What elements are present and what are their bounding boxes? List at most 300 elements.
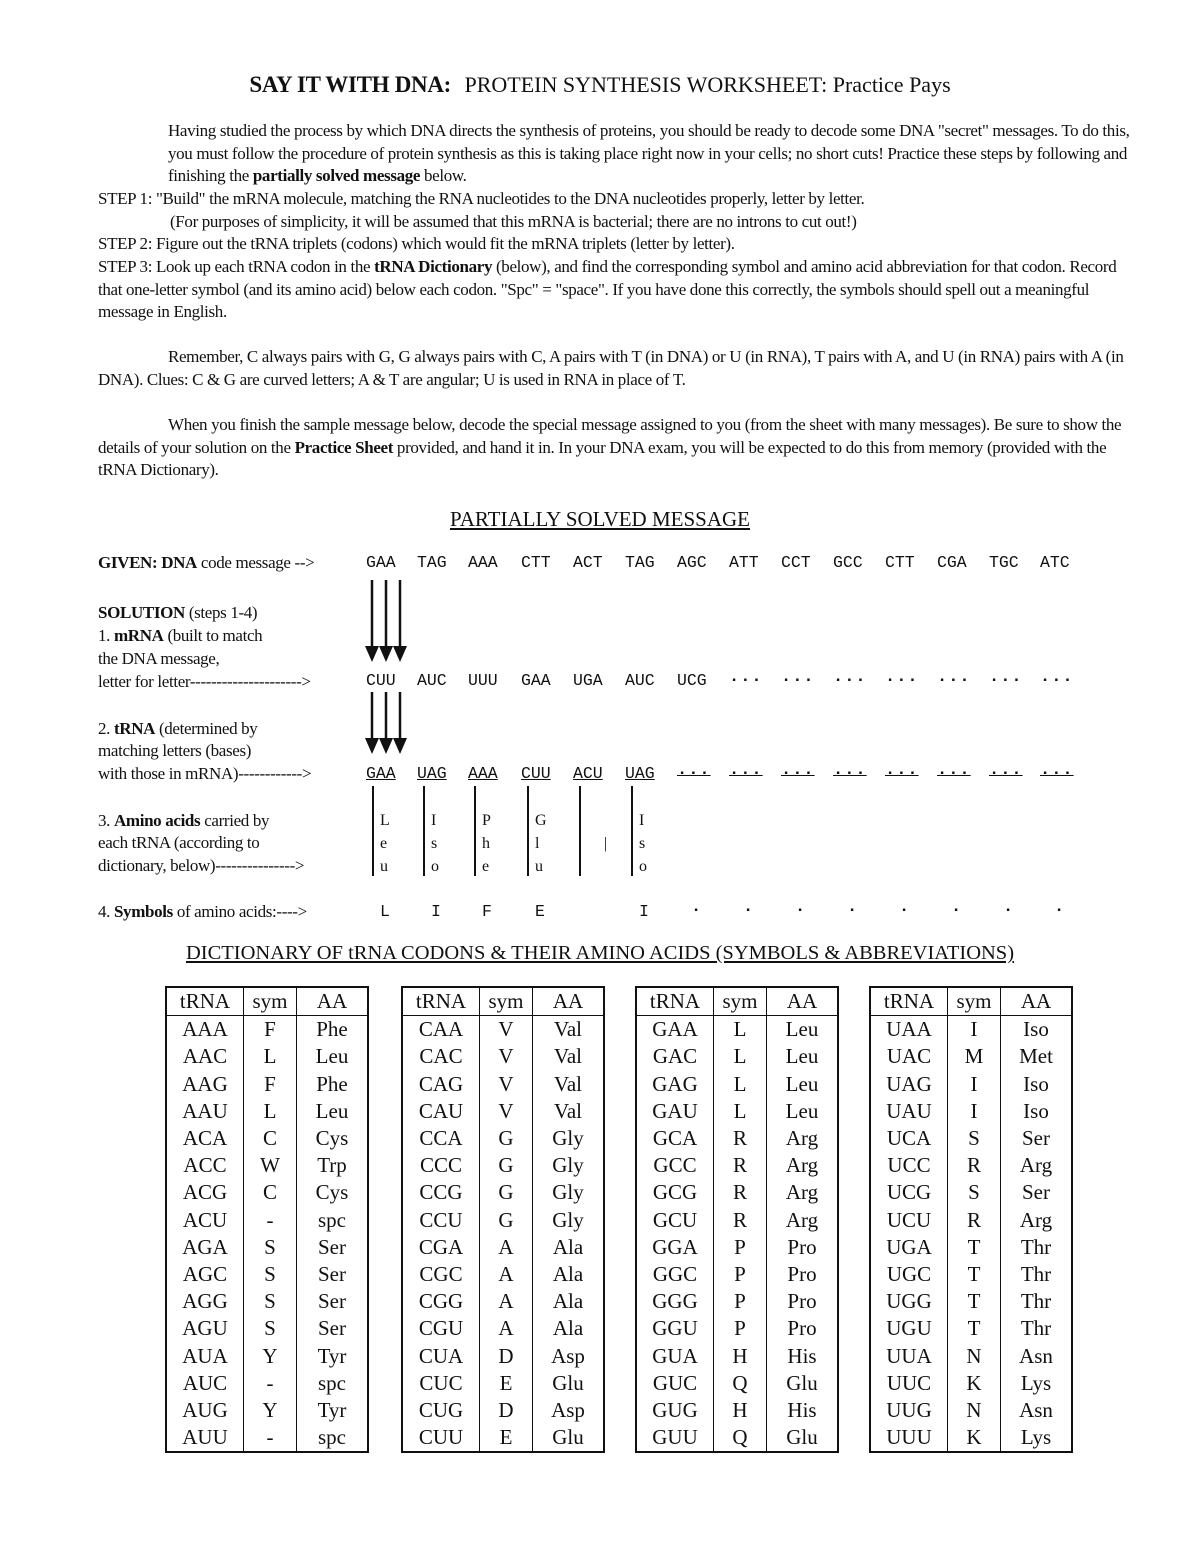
symbol-cell: T bbox=[948, 1315, 1001, 1342]
mrna-label-3: letter for letter---------------------> bbox=[98, 672, 311, 691]
amino-acid-cell: Ser bbox=[1001, 1125, 1073, 1152]
symbol-cell: S bbox=[244, 1261, 297, 1288]
symbol-cell: S bbox=[244, 1315, 297, 1342]
table-row bbox=[402, 1016, 604, 1044]
table-row bbox=[166, 1207, 368, 1234]
title-rest: PROTEIN SYNTHESIS WORKSHEET: Practice Pays bbox=[464, 72, 951, 97]
symbol-cell: T bbox=[948, 1234, 1001, 1261]
codon-cell: UAU bbox=[870, 1098, 948, 1125]
symbol-cell: S bbox=[244, 1288, 297, 1315]
amino-acid-label-3: dictionary, below)---------------> bbox=[98, 856, 305, 875]
codon-cell: CUG bbox=[402, 1397, 480, 1424]
symbol-cell: G bbox=[480, 1207, 533, 1234]
symbols-label: 4. Symbols of amino acids:----> bbox=[98, 902, 307, 921]
codon-cell: UUU bbox=[870, 1424, 948, 1452]
message-heading: PARTIALLY SOLVED MESSAGE bbox=[449, 507, 750, 531]
table-header-row bbox=[166, 987, 368, 1016]
codon-cell: UCU bbox=[870, 1207, 948, 1234]
amino-acid-letters bbox=[535, 809, 547, 878]
codon-cell: GAU bbox=[636, 1098, 714, 1125]
amino-acid-bracket bbox=[423, 786, 425, 876]
symbol-cell: R bbox=[948, 1207, 1001, 1234]
title-bold: SAY IT WITH DNA: bbox=[249, 72, 451, 97]
table-row bbox=[166, 1152, 368, 1179]
table-row bbox=[166, 1125, 368, 1152]
symbol-blank: . bbox=[691, 898, 703, 917]
amino-acid-cell: Gly bbox=[533, 1152, 605, 1179]
mrna-label: 1. mRNA (built to match bbox=[98, 626, 263, 645]
amino-acid-cell: Gly bbox=[533, 1179, 605, 1206]
amino-acid-cell: spc bbox=[297, 1370, 369, 1397]
table-row bbox=[402, 1342, 604, 1369]
amino-acid-cell: spc bbox=[297, 1207, 369, 1234]
codon-cell: AGU bbox=[166, 1315, 244, 1342]
codon-cell: UUC bbox=[870, 1370, 948, 1397]
amino-acid-letter: I bbox=[431, 812, 437, 829]
amino-acid-cell: Phe bbox=[297, 1071, 369, 1098]
codon-cell: ACU bbox=[166, 1207, 244, 1234]
amino-acid-letter: G bbox=[535, 812, 547, 829]
table-row bbox=[636, 1016, 838, 1044]
table-row bbox=[870, 1125, 1072, 1152]
column-header: sym bbox=[244, 987, 297, 1016]
symbol-cell: V bbox=[480, 1071, 533, 1098]
mrna-blank: ... bbox=[1040, 668, 1074, 687]
table-header-row bbox=[402, 987, 604, 1016]
symbol-blank: . bbox=[951, 898, 963, 917]
table-row bbox=[636, 1071, 838, 1098]
symbol-cell: R bbox=[714, 1152, 767, 1179]
down-arrows-icon bbox=[362, 692, 412, 757]
table-row bbox=[870, 1424, 1072, 1452]
solution-label: SOLUTION (steps 1-4) bbox=[98, 603, 258, 622]
symbol-cell: C bbox=[244, 1125, 297, 1152]
table-row bbox=[870, 1152, 1072, 1179]
symbol-cell: E bbox=[480, 1424, 533, 1452]
intro-p1: Having studied the process by which DNA directs the synthesis of proteins, you should be ready to decode some DNA "secret" messages. To do this, you must follow the procedure of protein synthesis as this is taking place right now in your cells; no short cuts! Practice these steps by following and finishing the partially solved message below. bbox=[168, 121, 1130, 186]
symbol-cell: M bbox=[948, 1043, 1001, 1070]
intro-paragraph bbox=[98, 120, 1138, 188]
amino-acid-cell: Pro bbox=[767, 1288, 839, 1315]
amino-acid-cell: Lys bbox=[1001, 1370, 1073, 1397]
symbol-letter: L bbox=[380, 902, 390, 921]
codon-cell: ACG bbox=[166, 1179, 244, 1206]
codon-cell: GCG bbox=[636, 1179, 714, 1206]
trna-codon: UAG bbox=[417, 764, 447, 783]
trna-label: 2. tRNA (determined by bbox=[98, 719, 258, 738]
amino-acid-cell: Trp bbox=[297, 1152, 369, 1179]
amino-acid-cell: Ser bbox=[297, 1234, 369, 1261]
codon-cell: AUU bbox=[166, 1424, 244, 1452]
dictionary-heading: DICTIONARY OF tRNA CODONS & THEIR AMINO ACIDS (SYMBOLS & ABBREVIATIONS) bbox=[185, 942, 1015, 964]
table-row bbox=[402, 1424, 604, 1452]
codon-cell: CAU bbox=[402, 1098, 480, 1125]
codon-cell: GGA bbox=[636, 1234, 714, 1261]
symbol-blank: . bbox=[847, 898, 859, 917]
amino-acid-letter bbox=[587, 809, 591, 832]
amino-acid-letters bbox=[431, 809, 439, 878]
table-header-row bbox=[636, 987, 838, 1016]
codon-cell: GAG bbox=[636, 1071, 714, 1098]
dna-codon: ATT bbox=[729, 553, 759, 572]
amino-acid-letter bbox=[587, 855, 591, 878]
codon-cell: CGC bbox=[402, 1261, 480, 1288]
symbol-cell: T bbox=[948, 1288, 1001, 1315]
dna-codon: ATC bbox=[1040, 553, 1070, 572]
amino-acid-cell: Pro bbox=[767, 1234, 839, 1261]
amino-acid-cell: Arg bbox=[1001, 1152, 1073, 1179]
symbol-cell: E bbox=[480, 1370, 533, 1397]
amino-acid-letter: u bbox=[380, 858, 388, 875]
mrna-blank: ... bbox=[781, 668, 815, 687]
amino-acid-letter: h bbox=[482, 835, 490, 852]
codon-cell: UUG bbox=[870, 1397, 948, 1424]
dna-codon: CGA bbox=[937, 553, 967, 572]
amino-acid-cell: Arg bbox=[767, 1125, 839, 1152]
codon-cell: GAA bbox=[636, 1016, 714, 1044]
table-row bbox=[636, 1234, 838, 1261]
codon-cell: AUA bbox=[166, 1342, 244, 1369]
codon-cell: GGC bbox=[636, 1261, 714, 1288]
amino-acid-cell: Gly bbox=[533, 1207, 605, 1234]
amino-acid-cell: Thr bbox=[1001, 1234, 1073, 1261]
step-2: STEP 2: Figure out the tRNA triplets (codons) which would fit the mRNA triplets (letter by letter). bbox=[98, 234, 735, 253]
symbol-cell: S bbox=[948, 1179, 1001, 1206]
amino-acid-cell: Ser bbox=[297, 1315, 369, 1342]
symbol-blank: . bbox=[1003, 898, 1015, 917]
symbol-cell: C bbox=[244, 1179, 297, 1206]
amino-acid-cell: Asn bbox=[1001, 1397, 1073, 1424]
table-row bbox=[870, 1315, 1072, 1342]
given-label: GIVEN: DNA code message --> bbox=[98, 553, 315, 572]
codon-cell: UUA bbox=[870, 1342, 948, 1369]
table-row bbox=[870, 1098, 1072, 1125]
codon-cell: CGG bbox=[402, 1288, 480, 1315]
mrna-codon: UUU bbox=[468, 671, 498, 690]
codon-cell: UCA bbox=[870, 1125, 948, 1152]
table-row bbox=[636, 1288, 838, 1315]
amino-acid-cell: Leu bbox=[767, 1016, 839, 1044]
table-row bbox=[166, 1234, 368, 1261]
table-row bbox=[166, 1016, 368, 1044]
table-row bbox=[870, 1261, 1072, 1288]
codon-cell: AAA bbox=[166, 1016, 244, 1044]
codon-cell: UAG bbox=[870, 1071, 948, 1098]
symbol-cell: - bbox=[244, 1370, 297, 1397]
amino-acid-cell: Leu bbox=[297, 1098, 369, 1125]
step-3: STEP 3: Look up each tRNA codon in the tRNA Dictionary (below), and find the corresponding symbol and amino acid abbreviation for that codon. Record that one-letter symbol (and its amino acid) below each codon. "Spc" = "space". If you have done this correctly, the symbols should spell out a meaningful message in English. bbox=[98, 257, 1117, 322]
table-row bbox=[166, 1342, 368, 1369]
codon-cell: UGA bbox=[870, 1234, 948, 1261]
codon-cell: GCU bbox=[636, 1207, 714, 1234]
codon-cell: CUU bbox=[402, 1424, 480, 1452]
column-header: AA bbox=[533, 987, 605, 1016]
mrna-codon: GAA bbox=[521, 671, 551, 690]
symbol-cell: W bbox=[244, 1152, 297, 1179]
codon-cell: ACC bbox=[166, 1152, 244, 1179]
table-row bbox=[870, 1342, 1072, 1369]
instructions: When you finish the sample message below, decode the special message assigned to you (from the sheet with many messages). Be sure to show the details of your solution on the Practice Sheet provided, and hand it in. In your DNA exam, you will be expected to do this from memory (provided with the tRNA Dictionary). bbox=[98, 415, 1122, 480]
amino-acid-cell: Leu bbox=[767, 1043, 839, 1070]
symbol-cell: L bbox=[714, 1071, 767, 1098]
codon-cell: AAC bbox=[166, 1043, 244, 1070]
symbol-cell: H bbox=[714, 1397, 767, 1424]
codon-cell: UCC bbox=[870, 1152, 948, 1179]
symbol-blank: . bbox=[795, 898, 807, 917]
codon-cell: CUC bbox=[402, 1370, 480, 1397]
symbol-cell: K bbox=[948, 1370, 1001, 1397]
codon-cell: CCG bbox=[402, 1179, 480, 1206]
symbol-blank: . bbox=[1054, 898, 1066, 917]
amino-acid-cell: Thr bbox=[1001, 1261, 1073, 1288]
symbol-cell: G bbox=[480, 1125, 533, 1152]
table-row bbox=[402, 1098, 604, 1125]
table-row bbox=[636, 1342, 838, 1369]
amino-acid-cell: His bbox=[767, 1342, 839, 1369]
codon-cell: CGA bbox=[402, 1234, 480, 1261]
table-row bbox=[166, 1098, 368, 1125]
symbol-cell: V bbox=[480, 1043, 533, 1070]
trna-codon: CUU bbox=[521, 764, 551, 783]
symbol-cell: L bbox=[244, 1098, 297, 1125]
symbol-blank: . bbox=[743, 898, 755, 917]
amino-acid-cell: Glu bbox=[533, 1370, 605, 1397]
column-header: sym bbox=[948, 987, 1001, 1016]
symbol-letter: I bbox=[639, 902, 649, 921]
trna-blank: ... bbox=[729, 761, 763, 780]
dictionary-table bbox=[165, 986, 369, 1453]
amino-acid-cell: Pro bbox=[767, 1261, 839, 1288]
page-title bbox=[0, 72, 1200, 98]
mrna-label-2: the DNA message, bbox=[98, 649, 220, 668]
amino-acid-label-2: each tRNA (according to bbox=[98, 833, 260, 852]
table-row bbox=[636, 1261, 838, 1288]
codon-cell: GCA bbox=[636, 1125, 714, 1152]
codon-cell: AGG bbox=[166, 1288, 244, 1315]
dna-codon: CCT bbox=[781, 553, 811, 572]
trna-codon: AAA bbox=[468, 764, 498, 783]
mrna-blank: ... bbox=[833, 668, 867, 687]
codon-cell: AGC bbox=[166, 1261, 244, 1288]
symbol-cell: S bbox=[948, 1125, 1001, 1152]
table-header-row bbox=[870, 987, 1072, 1016]
amino-acid-cell: Pro bbox=[767, 1315, 839, 1342]
table-row bbox=[870, 1288, 1072, 1315]
symbol-cell: I bbox=[948, 1098, 1001, 1125]
table-row bbox=[166, 1071, 368, 1098]
amino-acid-bracket bbox=[579, 786, 581, 876]
symbol-cell: G bbox=[480, 1152, 533, 1179]
amino-acid-cell: Ala bbox=[533, 1315, 605, 1342]
amino-acid-letter: o bbox=[639, 858, 647, 875]
codon-cell: UAC bbox=[870, 1043, 948, 1070]
amino-acid-cell: Cys bbox=[297, 1179, 369, 1206]
trna-blank: ... bbox=[781, 761, 815, 780]
symbol-cell: D bbox=[480, 1342, 533, 1369]
symbol-cell: I bbox=[948, 1016, 1001, 1044]
symbol-cell: R bbox=[714, 1207, 767, 1234]
symbol-cell: F bbox=[244, 1071, 297, 1098]
table-row bbox=[636, 1098, 838, 1125]
amino-acid-cell: Glu bbox=[533, 1424, 605, 1452]
table-row bbox=[870, 1397, 1072, 1424]
symbol-blank: . bbox=[899, 898, 911, 917]
column-header: tRNA bbox=[870, 987, 948, 1016]
symbol-cell: L bbox=[244, 1043, 297, 1070]
mrna-blank: ... bbox=[885, 668, 919, 687]
symbol-cell: A bbox=[480, 1261, 533, 1288]
trna-codon: UAG bbox=[625, 764, 655, 783]
table-row bbox=[402, 1207, 604, 1234]
codon-cell: UGC bbox=[870, 1261, 948, 1288]
amino-acid-cell: Asp bbox=[533, 1397, 605, 1424]
symbol-cell: A bbox=[480, 1288, 533, 1315]
table-row bbox=[870, 1043, 1072, 1070]
symbol-cell: G bbox=[480, 1179, 533, 1206]
amino-acid-cell: Arg bbox=[767, 1152, 839, 1179]
codon-cell: CCA bbox=[402, 1125, 480, 1152]
codon-cell: UGG bbox=[870, 1288, 948, 1315]
mrna-blank: ... bbox=[937, 668, 971, 687]
symbol-cell: Q bbox=[714, 1370, 767, 1397]
amino-acid-cell: Val bbox=[533, 1098, 605, 1125]
dna-codon: CTT bbox=[521, 553, 551, 572]
dna-codon: AGC bbox=[677, 553, 707, 572]
symbol-cell: L bbox=[714, 1098, 767, 1125]
codon-cell: GUU bbox=[636, 1424, 714, 1452]
amino-acid-cell: His bbox=[767, 1397, 839, 1424]
table-row bbox=[166, 1261, 368, 1288]
table-row bbox=[402, 1234, 604, 1261]
amino-acid-cell: Leu bbox=[297, 1043, 369, 1070]
amino-acid-cell: Phe bbox=[297, 1016, 369, 1044]
amino-acid-cell: Iso bbox=[1001, 1016, 1073, 1044]
codon-cell: AGA bbox=[166, 1234, 244, 1261]
symbol-cell: R bbox=[714, 1125, 767, 1152]
amino-acid-cell: spc bbox=[297, 1424, 369, 1452]
table-row bbox=[166, 1043, 368, 1070]
symbol-letter: I bbox=[431, 902, 441, 921]
symbol-cell: N bbox=[948, 1342, 1001, 1369]
table-row bbox=[636, 1207, 838, 1234]
mrna-codon: UGA bbox=[573, 671, 603, 690]
codon-cell: GGG bbox=[636, 1288, 714, 1315]
amino-acid-cell: Ala bbox=[533, 1261, 605, 1288]
amino-acid-label: 3. Amino acids carried by bbox=[98, 811, 270, 830]
column-header: sym bbox=[714, 987, 767, 1016]
symbol-cell: Y bbox=[244, 1397, 297, 1424]
dna-codon: CTT bbox=[885, 553, 915, 572]
table-row bbox=[636, 1397, 838, 1424]
dna-codon: GAA bbox=[366, 553, 396, 572]
amino-acid-bracket bbox=[631, 786, 633, 876]
amino-acid-letter: l bbox=[535, 835, 540, 852]
amino-acid-letters bbox=[639, 809, 647, 878]
table-row bbox=[636, 1179, 838, 1206]
dna-codon: TAG bbox=[417, 553, 447, 572]
table-row bbox=[166, 1179, 368, 1206]
table-row bbox=[636, 1424, 838, 1452]
amino-acid-cell: Val bbox=[533, 1016, 605, 1044]
codon-cell: ACA bbox=[166, 1125, 244, 1152]
amino-acid-cell: Arg bbox=[767, 1179, 839, 1206]
amino-acid-cell: Leu bbox=[767, 1098, 839, 1125]
mrna-codon: UCG bbox=[677, 671, 707, 690]
symbol-cell: V bbox=[480, 1016, 533, 1044]
amino-acid-cell: Leu bbox=[767, 1071, 839, 1098]
amino-acid-cell: Glu bbox=[767, 1370, 839, 1397]
amino-acid-cell: Ser bbox=[1001, 1179, 1073, 1206]
amino-acid-cell: Val bbox=[533, 1071, 605, 1098]
table-row bbox=[636, 1125, 838, 1152]
symbol-cell: L bbox=[714, 1016, 767, 1044]
codon-cell: CAG bbox=[402, 1071, 480, 1098]
trna-blank: ... bbox=[937, 761, 971, 780]
dictionary-table bbox=[635, 986, 839, 1453]
mrna-blank: ... bbox=[989, 668, 1023, 687]
amino-acid-cell: Tyr bbox=[297, 1397, 369, 1424]
table-row bbox=[870, 1016, 1072, 1044]
symbol-cell: A bbox=[480, 1234, 533, 1261]
trna-codon: GAA bbox=[366, 764, 396, 783]
down-arrows-icon bbox=[362, 580, 412, 665]
amino-acid-letter: e bbox=[482, 858, 490, 875]
mrna-blank: ... bbox=[729, 668, 763, 687]
symbol-cell: L bbox=[714, 1043, 767, 1070]
codon-cell: GCC bbox=[636, 1152, 714, 1179]
symbol-cell: S bbox=[244, 1234, 297, 1261]
amino-acid-cell: Arg bbox=[1001, 1207, 1073, 1234]
symbol-cell: N bbox=[948, 1397, 1001, 1424]
table-row bbox=[166, 1397, 368, 1424]
column-header: tRNA bbox=[636, 987, 714, 1016]
dictionary-table bbox=[869, 986, 1073, 1453]
symbol-cell: F bbox=[244, 1016, 297, 1044]
amino-acid-cell: Glu bbox=[767, 1424, 839, 1452]
amino-acid-cell: Val bbox=[533, 1043, 605, 1070]
dictionary-table bbox=[401, 986, 605, 1453]
table-row bbox=[870, 1071, 1072, 1098]
table-row bbox=[402, 1288, 604, 1315]
codon-cell: AAG bbox=[166, 1071, 244, 1098]
amino-acid-letter: e bbox=[380, 835, 388, 852]
column-header: AA bbox=[1001, 987, 1073, 1016]
codon-cell: UGU bbox=[870, 1315, 948, 1342]
dna-codon: ACT bbox=[573, 553, 603, 572]
table-row bbox=[402, 1179, 604, 1206]
trna-blank: ... bbox=[1040, 761, 1074, 780]
table-row bbox=[870, 1207, 1072, 1234]
amino-acid-cell: Thr bbox=[1001, 1288, 1073, 1315]
table-row bbox=[402, 1397, 604, 1424]
table-row bbox=[636, 1370, 838, 1397]
table-row bbox=[402, 1370, 604, 1397]
mrna-codon: CUU bbox=[366, 671, 396, 690]
amino-acid-cell: Asn bbox=[1001, 1342, 1073, 1369]
amino-acid-cell: Ser bbox=[297, 1261, 369, 1288]
symbol-cell: Y bbox=[244, 1342, 297, 1369]
amino-acid-letters bbox=[587, 809, 591, 878]
symbol-cell: K bbox=[948, 1424, 1001, 1452]
mrna-codon: AUC bbox=[625, 671, 655, 690]
dna-codon: GCC bbox=[833, 553, 863, 572]
symbol-cell: D bbox=[480, 1397, 533, 1424]
symbol-cell: Q bbox=[714, 1424, 767, 1452]
amino-acid-cell: Cys bbox=[297, 1125, 369, 1152]
codon-cell: AUC bbox=[166, 1370, 244, 1397]
symbol-cell: P bbox=[714, 1288, 767, 1315]
codon-cell: AUG bbox=[166, 1397, 244, 1424]
